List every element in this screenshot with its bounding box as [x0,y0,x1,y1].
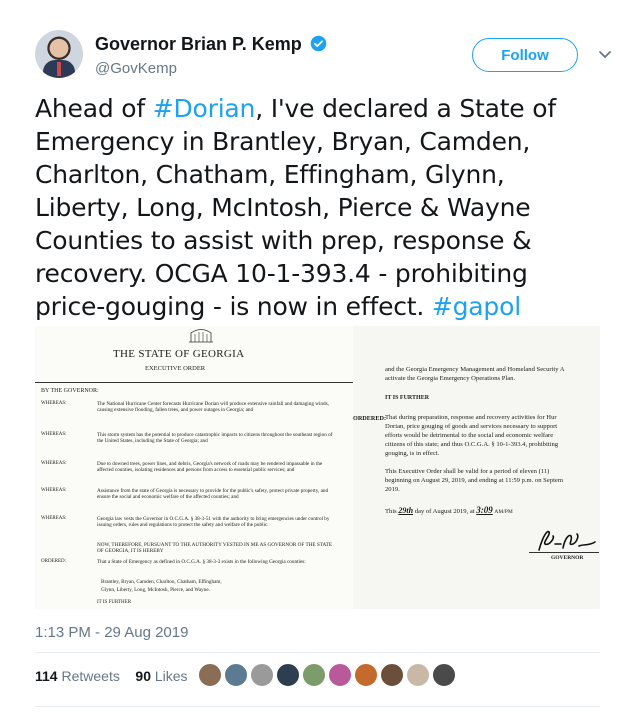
liker-avatar[interactable] [354,663,378,687]
further-label: IT IS FURTHER [385,395,430,401]
avatar[interactable] [35,30,83,78]
signature-line [529,552,599,553]
clause-label: WHEREAS: [41,488,67,493]
tweet-header [35,30,615,80]
day-value: 29th [398,506,414,515]
ordered-clause [41,559,341,565]
doc-line: and the Georgia Emergency Management and Homeland Security A [385,366,565,373]
follow-button[interactable]: Follow [472,38,578,72]
doc-line: citizens of this state; and thus O.C.G.A. § 10-1-393.4, prohibiting [385,441,559,448]
doc-line: 2019. [385,486,400,493]
clause [41,516,341,529]
doc-line: That during preparation, response and recovery activities for Hur [385,414,557,421]
liker-avatar[interactable] [224,663,248,687]
likes-count: 90 [135,668,151,684]
now-therefore [41,542,341,555]
document-subtitle: EXECUTIVE ORDER [145,365,206,372]
time-value: 3:09 [476,505,493,515]
doc-line: This Executive Order shall be valid for a period of eleven (11) [385,468,550,475]
likes-stat[interactable] [135,668,187,684]
author-handle[interactable]: @GovKemp [95,60,177,77]
divider [35,706,600,707]
clause-label: WHEREAS: [41,461,67,466]
liker-avatar[interactable] [302,663,326,687]
author-info [95,34,327,77]
state-seal-icon [187,326,215,344]
liker-avatar[interactable] [380,663,404,687]
clause [41,488,341,501]
clause-text: The National Hurricane Center forecasts Hurricane Dorian will produce extensive rainfall and damaging winds, causing extensive flooding, fallen trees, and power outages in Georgia; and [97,401,329,414]
tweet-timestamp[interactable]: 1:13 PM - 29 Aug 2019 [35,624,189,641]
doc-line: Dorian, price gouging of goods and services necessary to support [385,423,558,430]
doc-line: gouging, is in effect. [385,450,440,457]
further-label: IT IS FURTHER [97,600,132,605]
document-page-right [353,326,600,609]
this-label: This [385,508,397,515]
tweet-text-part: Ahead of [35,94,153,123]
engagement-stats [35,668,188,684]
divider [35,382,353,383]
retweets-stat[interactable] [35,668,120,684]
clause [41,461,341,474]
counties-line: Glynn, Liberty, Long, McIntosh, Pierce, and Wayne. [101,587,210,593]
clause-label: ORDERED: [41,559,66,564]
author-name[interactable]: Governor Brian P. Kemp [95,34,302,54]
chevron-down-icon[interactable] [595,44,615,64]
signing-line [385,506,600,516]
clause-label: WHEREAS: [41,432,67,437]
liker-avatar[interactable] [198,663,222,687]
day-text: day of August 2019, at [414,508,475,515]
doc-line: activate the Georgia Emergency Operations Plan. [385,375,516,382]
counties-line: Brantley, Bryan, Camden, Charlton, Chatham, Effingham, [101,579,222,585]
clause-label: WHEREAS: [41,516,67,521]
liker-avatar[interactable] [250,663,274,687]
document-page-left [35,326,353,609]
hashtag-link[interactable]: #gapol [431,292,521,321]
clause-text: Due to downed trees, power lines, and debris, Georgia's network of roads may be rendered impassable in the affected counties, isolating residences and persons from access to essential public services; and [97,461,323,474]
clause-text: That a State of Emergency as defined in O.C.G.A. § 38-3-3 exists in the following Georgia counties: [97,559,306,565]
tweet-media-image[interactable] [35,326,600,609]
governor-label: GOVERNOR [551,555,584,561]
doc-line: beginning on August 29, 2019, and ending at 11:59 p.m. on Septem [385,477,563,484]
retweets-count: 114 [35,668,58,684]
document-by-line: BY THE GOVERNOR: [41,388,99,394]
tweet-text-part: , I've declared a State of Emergency in Brantley, Bryan, Camden, Charlton, Chatham, Effingham, Glynn, Liberty, Long, McIntosh, Pierce & Wayne Counties to assist with prep, response & recovery. OCGA 10-1-393.4 - prohibiting price-gouging - is now in effect. [35,94,556,321]
divider [35,652,600,653]
now-therefore-text: NOW, THEREFORE, PURSUANT TO THE AUTHORITY VESTED IN ME AS GOVERNOR OF THE STATE OF GEORGIA, IT IS HEREBY [97,542,333,555]
clause-text: Assistance from the state of Georgia is necessary to provide for the public's safety, protect private property, and ensure the social and economic welfare of the affected counties; and [97,488,329,501]
clause [41,401,341,414]
clause-text: Georgia law vests the Governor in O.C.G.A. § 38-3-51 with the authority to bring emergencies under control by issuing orders, rules and regulations to protect the safety and welfare of the public. [97,516,330,529]
retweets-label: Retweets [61,668,120,684]
doc-line: efforts would be detrimental to the social and economic welfare [385,432,554,439]
am-pm: AM/PM [494,509,513,515]
liker-avatar[interactable] [432,663,456,687]
liker-avatar[interactable] [276,663,300,687]
clause [41,432,341,445]
liker-avatar[interactable] [328,663,352,687]
liker-avatar[interactable] [406,663,430,687]
document-title: THE STATE OF GEORGIA [113,348,245,360]
clause-text: This storm system has the potential to produce catastrophic impacts to citizens throughout the southeast region of the United States, including the State of Georgia; and [97,432,333,445]
clause-label: WHEREAS: [41,401,67,406]
ordered-label: ORDERED: [353,415,387,422]
hashtag-link[interactable]: #Dorian [152,94,256,123]
tweet-text [35,92,605,323]
likes-label: Likes [154,668,188,684]
verified-badge-icon [310,35,327,52]
